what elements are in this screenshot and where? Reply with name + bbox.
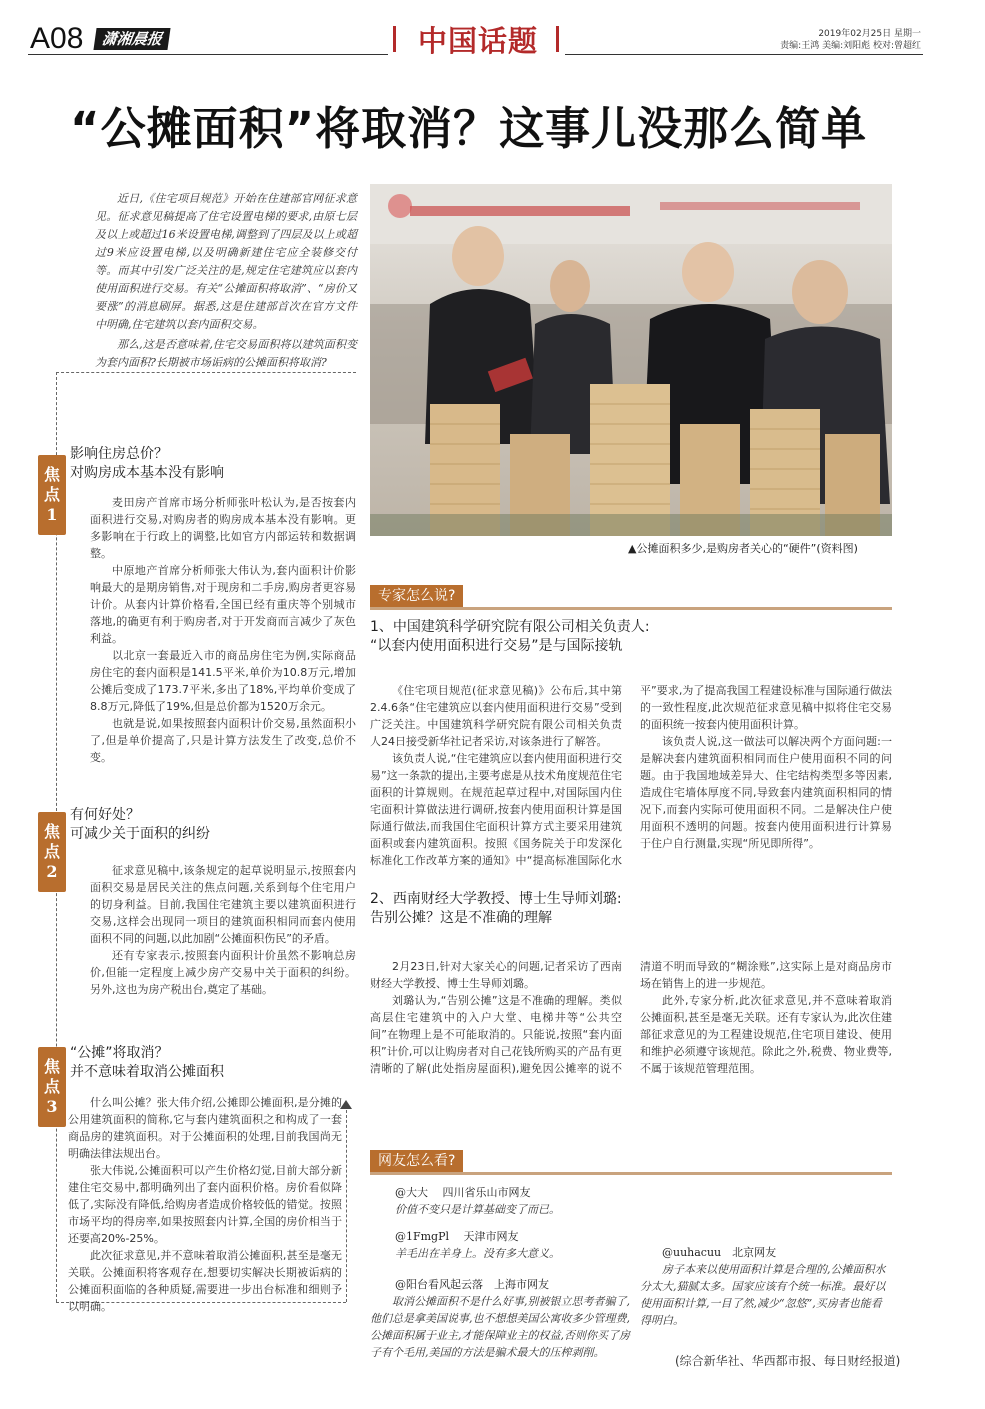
focus-3-paragraph: 张大伟说,公摊面积可以产生价格幻觉,目前大部分新建住宅交易中,都明确列出了套内面积价格。房价看似降低了,实际没有降低,给购房者造成价格较低的错觉。按照市场平均的得房率,如果按照套内计算,全国的房价相当于还要高20%-25%。	[68, 1164, 342, 1245]
focus-2-paragraph: 征求意见稿中,该条规定的起草说明显示,按照套内面积交易是居民关注的焦点问题,关系到每个住宅用户的切身利益。目前,我国住宅建筑主要以建筑面积进行交易,这样会出现同一项目的建筑面积相同而套内使用面积不同的问题,以此加剧“公摊面积伤民”的矛盾。	[90, 864, 356, 945]
masthead-rule-right	[565, 54, 923, 55]
focus-3-heading	[70, 1044, 224, 1082]
expert-2-paragraph: 此外,专家分析,此次征求意见,并不意味着取消公摊面积,甚至是毫无关联。还有专家认为,此次住建部征求意见的为工程建设规范,住宅项目建设、使用和维护必须遵守该规范。除此之外,税费、物业费等,不属于该规范管理范围。	[640, 994, 892, 1075]
focus-3-answer: 并不意味着取消公摊面积	[70, 1064, 224, 1080]
issue-date: 2019年02月25日 星期一	[818, 29, 921, 39]
netizen-name: @阳台看风起云落 上海市网友	[395, 1278, 549, 1291]
dashed-arrow-line	[346, 1105, 348, 1302]
column-bar-left	[393, 26, 396, 52]
focus-1-paragraph: 麦田房产首席市场分析师张叶松认为,是否按套内面积进行交易,对购房者的购房成本基本没有影响。更多影响在于行政上的调整,比如官方内部运转和数据调整。	[90, 496, 356, 560]
lead-paragraph-2: 那么,这是否意味着,住宅交易面积将以建筑面积变为套内面积?长期被市场诟病的公摊面积将取消?	[95, 338, 357, 369]
focus-2-body	[90, 862, 356, 998]
focus-2-paragraph: 还有专家表示,按照套内面积计价虽然不影响总房价,但能一定程度上减少房产交易中关于面积的纠纷。另外,这也为房产税出台,奠定了基础。	[90, 949, 356, 996]
focus-1-question: 影响住房总价？	[70, 446, 168, 462]
dashed-frame-top	[56, 372, 356, 373]
source-credit: (综合新华社、华西都市报、每日财经报道)	[675, 1354, 901, 1368]
lead-paragraph-1: 近日,《住宅项目规范》开始在住建部官网征求意见。征求意见稿提高了住宅设置电梯的要求,由原七层及以上或超过16米设置电梯,调整到了四层及以上或超过9米应设置电梯,以及明确新建住宅应全装修交付等。而其中引发广泛关注的是,规定住宅建筑应以套内使用面积进行交易。有关“公摊面积将取消”、“房价又要涨”的消息刷屏。据悉,这是住建部首次在官方文件中明确,住宅建筑以套内面积交易。	[95, 192, 357, 331]
photo-illustration	[370, 184, 892, 536]
netizen-comment	[640, 1244, 892, 1329]
focus-1-answer: 对购房成本基本没有影响	[70, 465, 224, 481]
netizen-text: 取消公摊面积不是什么好事,别被银立思考者骗了,他们总是拿美国说事,也不想想美国公寓收多少管理费,公摊面积属于业主,才能保障业主的权益,否则你买了房子有个毛用,美国的方法是骗术最大的压榨剥削。	[370, 1295, 630, 1359]
expert-2-paragraph: 2月23日,针对大家关心的问题,记者采访了西南财经大学教授、博士生导师刘璐。	[370, 960, 622, 990]
expert-2-point: 告别公摊？这是不准确的理解	[370, 910, 552, 926]
expert-2-title	[370, 890, 622, 928]
netizens-label-rule	[370, 1172, 892, 1175]
page-number: A08	[30, 22, 84, 55]
focus-1-body	[90, 494, 356, 766]
paper-logo: 潇湘晨报	[93, 28, 170, 50]
expert-2-paragraph: 刘璐认为,“告别公摊”这是不准确的理解。类似高层住宅建筑中的入户大堂、电梯井等“公共空间”在物理上是不可能取消的。只能说,按照“套内面积”计价,可以让购房者对自己花钱所购买的产品有更清晰的了解(此处指房屋面积),避免因公摊率的说不清道不明而导致的“糊涂账”,这实际上是对商品房市场在销售上的进一步规范。	[370, 960, 892, 1075]
netizen-text: 价值不变只是计算基础变了而已。	[395, 1203, 560, 1216]
masthead-rule-left	[28, 54, 388, 55]
focus-2-question: 有何好处？	[70, 807, 140, 823]
expert-1-paragraph: 该负责人说,“住宅建筑应以套内使用面积进行交易”这一条款的提出,主要考虑是从技术角度规范住宅面积的计算规则。在规范起草过程中,对国际国内住宅面积计算做法进行调研,按套内使用面积计算是国际通行做法,而我国住宅面积计算方式主要采用建筑面积或套内建筑面积。按照《国务院关于印发深化标准化工作改革方案的通知》中“提高标准国际化水平”要求,为了提高我国工程建设标准与国际通行做法的一致性程度,此次规范征求意见稿中拟将住宅交易的面积统一按套内使用面积计算。	[370, 684, 892, 867]
column-bar-right	[556, 26, 559, 52]
netizen-name: @1FmgPl 天津市网友	[395, 1230, 519, 1243]
headline: “公摊面积”将取消？这事儿没那么简单	[70, 102, 868, 155]
expert-1-paragraph: 《住宅项目规范(征求意见稿)》公布后,其中第2.4.6条“住宅建筑应以套内使用面积进行交易”受到广泛关注。中国建筑科学研究院有限公司相关负责人24日接受新华社记者采访,对该条进行了解答。	[370, 684, 622, 748]
expert-1-title	[370, 618, 650, 656]
focus-2-heading	[70, 806, 210, 844]
column-title: 中国话题	[417, 24, 538, 58]
netizen-comment	[395, 1228, 635, 1262]
netizen-comment	[395, 1184, 635, 1218]
focus-2-answer: 可减少关于面积的纠纷	[70, 826, 210, 842]
netizen-name: @uuhacuu 北京网友	[662, 1246, 777, 1259]
experts-label: 专家怎么说?	[370, 585, 463, 607]
expert-1-paragraph: 该负责人说,这一做法可以解决两个方面问题:一是解决套内建筑面积相同而住户使用面积不同的问题。由于我国地域差异大、住宅结构类型多等因素,造成住宅墙体厚度不同,导致套内建筑面积相同的情况下,而套内实际可使用面积不同。二是解决住户使用面积不透明的问题。按套内使用面积进行计算易于住户自行测量,实现“所见即所得”。	[640, 735, 892, 850]
experts-label-rule	[370, 607, 892, 610]
focus-1-paragraph: 以北京一套最近入市的商品房住宅为例,实际商品房住宅的套内面积是141.5平米,单价为10.8万元,增加公摊后变成了173.7平米,多出了18%,平均单价变成了8.8万元,降低了19%,但是总价都为1520万余元。	[90, 649, 356, 713]
photo-caption: ▲公摊面积多少,是购房者关心的“硬件”(资料图)	[628, 542, 858, 555]
focus-3-paragraph: 此次征求意见,并不意味着取消公摊面积,甚至是毫无关联。公摊面积将客观存在,想要切实解决长期被诟病的公摊面积面临的各种质疑,需要进一步出台标准和细则予以明确。	[68, 1249, 342, 1313]
focus-badge-1: 焦 点 1	[38, 455, 66, 535]
expert-1-name: 1、中国建筑科学研究院有限公司相关负责人:	[370, 619, 650, 635]
focus-3-body	[68, 1094, 342, 1315]
expert-1-point: “以套内使用面积进行交易”是与国际接轨	[370, 638, 623, 654]
netizen-text: 羊毛出在羊身上。没有多大意义。	[395, 1247, 560, 1260]
expert-2-name: 2、西南财经大学教授、博士生导师刘璐:	[370, 891, 622, 907]
lead-text	[95, 190, 357, 372]
focus-3-question: “公摊”将取消？	[70, 1045, 169, 1061]
netizen-comment	[370, 1276, 632, 1361]
focus-1-paragraph: 也就是说,如果按照套内面积计价交易,虽然面积小了,但是单价提高了,只是计算方法发生了改变,总价不变。	[90, 717, 356, 764]
focus-1-heading	[70, 445, 224, 483]
news-photo	[370, 184, 892, 536]
editors-credit: 责编:王鸿 美编:刘阳彪 校对:曾超红	[780, 41, 921, 51]
netizen-name: @大大 四川省乐山市网友	[395, 1186, 531, 1199]
masthead	[0, 0, 985, 60]
focus-3-paragraph: 什么叫公摊？张大伟介绍,公摊即公摊面积,是分摊的公用建筑面积的简称,它与套内建筑面积之和构成了一套商品房的建筑面积。对于公摊面积的处理,目前我国尚无明确法律法规出台。	[68, 1096, 342, 1160]
netizen-text: 房子本来以使用面积计算是合理的,公摊面积水分太大,猫腻太多。国家应该有个统一标准。最好以使用面积计算,一目了然,减少“忽悠”,买房者也能看得明白。	[640, 1263, 886, 1327]
focus-badge-3: 焦 点 3	[38, 1047, 66, 1127]
expert-2-body	[370, 958, 892, 1082]
netizens-label: 网友怎么看?	[370, 1150, 463, 1172]
expert-1-body	[370, 682, 892, 877]
focus-1-paragraph: 中原地产首席分析师张大伟认为,套内面积计价影响最大的是期房销售,对于现房和二手房,购房者更容易计价。从套内计算价格看,全国已经有重庆等个别城市落地,的确更有利于购房者,对于开发商而言减少了灰色利益。	[90, 564, 356, 645]
focus-badge-2: 焦 点 2	[38, 812, 66, 892]
